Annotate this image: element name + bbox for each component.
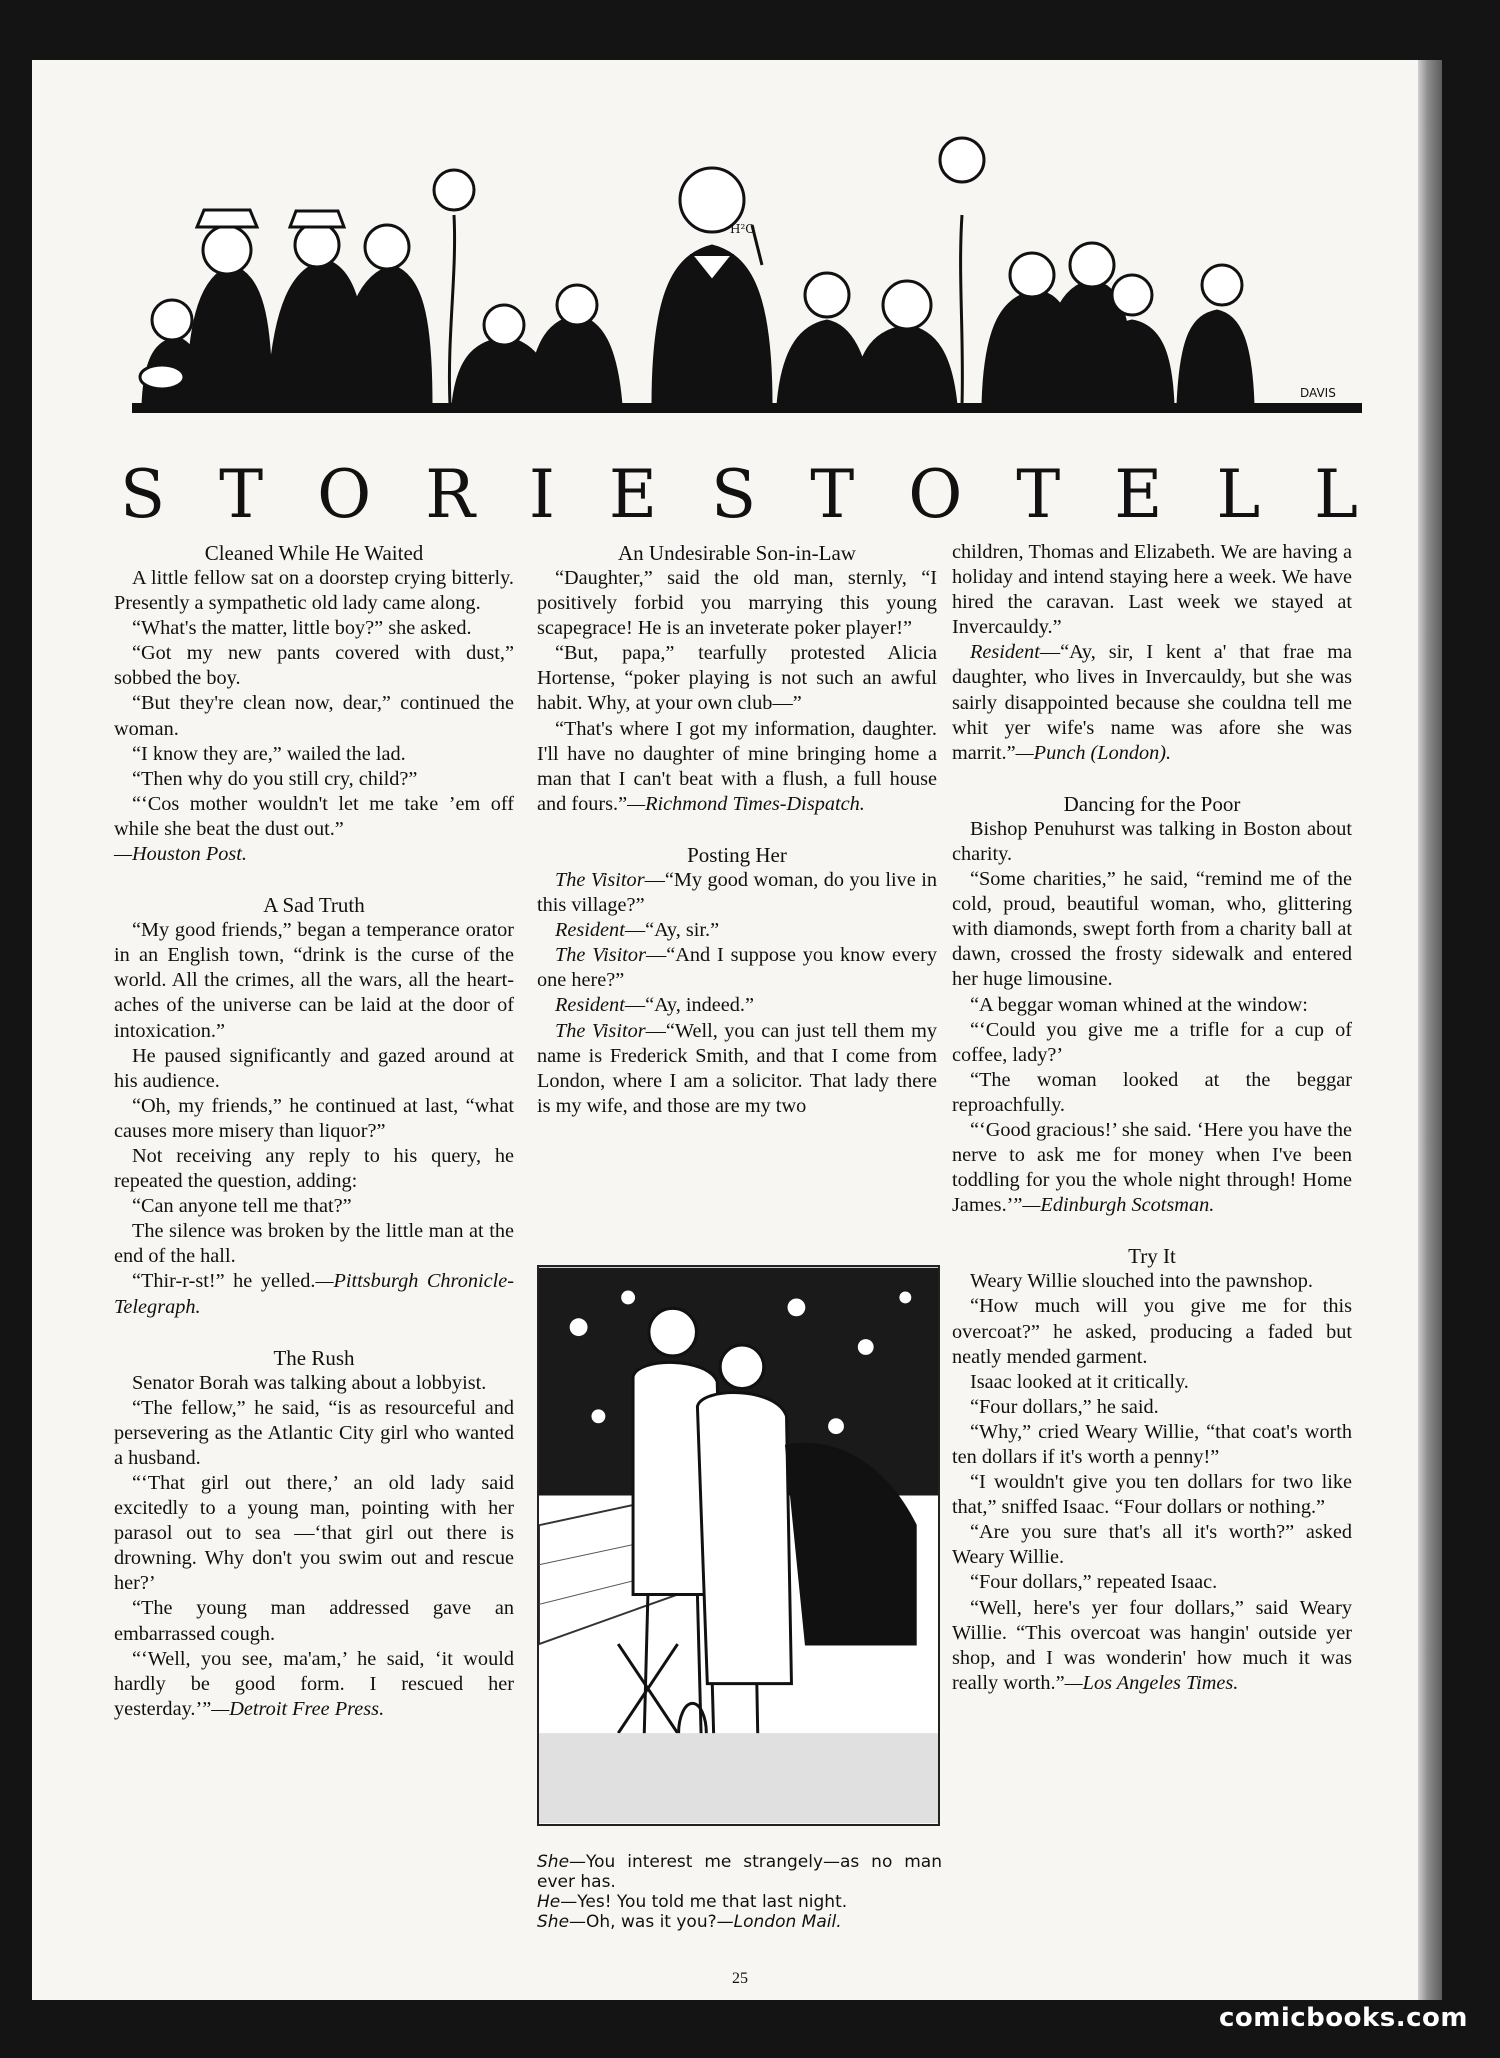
story-paragraph: “Four dollars,” repeated Isaac. xyxy=(970,1571,1218,1594)
speaker-label: Resident xyxy=(555,919,625,942)
story-paragraph xyxy=(952,1118,1352,1218)
page-title xyxy=(120,455,1358,535)
story-paragraph xyxy=(952,1596,1352,1696)
speaker-label: Resident xyxy=(970,641,1040,664)
story-paragraph: “How much will you give me for this overcoat?” he asked, producing a faded but neatly mended garment. xyxy=(952,1295,1352,1368)
story-paragraph: Bishop Penuhurst was talking in Boston about charity. xyxy=(952,817,1352,865)
story-paragraph: “Then why do you still cry, child?” xyxy=(132,767,418,790)
dialogue-text: “‘Good gracious!’ she said. ‘Here you have the nerve to ask me for money when I've been toddling for you the whole night through! Home James.’” xyxy=(952,1118,1352,1217)
story-gap xyxy=(952,766,1352,791)
title-letter: O xyxy=(908,456,963,533)
speaker-label: She xyxy=(537,1912,570,1932)
story-heading: Cleaned While He Waited xyxy=(204,541,424,565)
story-paragraph xyxy=(114,1269,514,1319)
dialogue-text: —“My good woman, do you live in this village?” xyxy=(537,868,937,917)
story-paragraph: “My good friends,” began a temperance orator in an English town, “drink is the curse of the world. All the crimes, all the wars, all the heart-aches of the universe can be laid at the door of intoxication.” xyxy=(114,919,514,1042)
caption-text: —Yes! You told me that last night. xyxy=(560,1892,848,1912)
title-letter: S xyxy=(120,456,166,533)
caption-line xyxy=(537,1912,942,1932)
speaker-label: She xyxy=(537,1852,570,1872)
source-text: —Los Angeles Times. xyxy=(1064,1671,1239,1694)
story-heading: Try It xyxy=(1128,1244,1176,1269)
story-paragraph xyxy=(537,1019,937,1119)
story-paragraph xyxy=(114,1647,514,1722)
story-paragraph: “The fellow,” he said, “is as resourceful and persevering as the Atlantic City girl who wanted a husband. xyxy=(114,1396,514,1469)
story-heading: An Undesirable Son-in-Law xyxy=(618,541,856,565)
caption-text: —You interest me strangely—as no man ever has. xyxy=(537,1852,942,1892)
story-paragraph: “Daughter,” said the old man, sternly, “I positively forbid you marrying this young scapegrace! He is an inveterate poker player!” xyxy=(537,567,937,640)
story-paragraph: Not receiving any reply to his query, he repeated the question, adding: xyxy=(114,1144,514,1193)
story-paragraph xyxy=(537,943,937,993)
title-letter: E xyxy=(1114,456,1163,533)
caption-line xyxy=(537,1852,942,1892)
dialogue-text: —“Ay, indeed.” xyxy=(624,994,755,1017)
banner-glass-label: H²O xyxy=(730,222,756,236)
title-letter: L xyxy=(1216,456,1261,533)
story-paragraph xyxy=(952,640,1352,765)
column-right xyxy=(952,540,1352,1696)
story-paragraph: “Are you sure that's all it's worth?” asked Weary Willie. xyxy=(952,1521,1352,1569)
column-middle xyxy=(537,540,937,1119)
story-paragraph: “What's the matter, little boy?” she asked. xyxy=(132,617,472,640)
couple-tennis-illustration xyxy=(537,1265,940,1826)
story-paragraph: “‘That girl out there,’ an old lady said excitedly to a young man, pointing with her parasol out to sea —‘that girl out there is drowning. Why don't you swim out and rescue her?’ xyxy=(114,1472,514,1595)
title-letter: S xyxy=(711,456,757,533)
source-text: —Pittsburgh Chronicle-Telegraph. xyxy=(114,1270,515,1318)
story-heading: Dancing for the Poor xyxy=(1063,791,1241,816)
dialogue-text: “‘Well, you see, ma'am,’ he said, ‘it would hardly be good form. I rescued her yesterday.’” xyxy=(114,1647,514,1720)
story-paragraph: “Oh, my friends,” he continued at last, “what causes more misery than liquor?” xyxy=(114,1094,514,1142)
story-paragraph xyxy=(537,717,937,817)
story-paragraph: “I know they are,” wailed the lad. xyxy=(132,742,406,765)
source-text: —Edinburgh Scotsman. xyxy=(1022,1194,1215,1217)
speaker-label: The Visitor xyxy=(555,944,646,967)
title-letter: O xyxy=(317,456,372,533)
story-paragraph: “But, papa,” tearfully protested Alicia Hortense, “poker playing is not such an awful habit. Why, at your own club—” xyxy=(537,642,937,715)
speaker-label: The Visitor xyxy=(555,1019,646,1042)
dialogue-text: —“Ay, sir, I kent a' that frae ma daughter, who lives in Invercauldy, but she was sairly disappointed because she couldna tell me whit yer wife's name was afore she was marrit.” xyxy=(952,641,1352,764)
story-paragraph: Weary Willie slouched into the pawnshop. xyxy=(970,1270,1314,1293)
story-paragraph: The silence was broken by the little man at the end of the hall. xyxy=(114,1220,514,1268)
story-paragraph: He paused significantly and gazed around at his audience. xyxy=(114,1044,514,1092)
story-heading: Posting Her xyxy=(687,842,787,867)
story-paragraph xyxy=(537,918,937,943)
source-text: —Punch (London). xyxy=(1015,741,1172,764)
source-text: —Detroit Free Press. xyxy=(211,1697,385,1720)
dialogue-text: —“And I suppose you know every one here?” xyxy=(537,944,937,992)
title-letter: R xyxy=(425,456,475,533)
speaker-label: He xyxy=(537,1892,561,1912)
title-letter: T xyxy=(1016,456,1061,533)
source-text: —Richmond Times-Dispatch. xyxy=(627,792,865,815)
dinner-party-banner-illustration xyxy=(132,115,1362,415)
story-paragraph: “But they're clean now, dear,” continued the woman. xyxy=(114,692,514,740)
caption-text: —Oh, was it you? xyxy=(569,1912,717,1932)
page-number: 25 xyxy=(732,1970,748,1987)
column-left xyxy=(114,540,514,1722)
title-letter: E xyxy=(608,456,658,533)
story-heading: A Sad Truth xyxy=(263,893,365,918)
speaker-label: The Visitor xyxy=(555,868,645,891)
watermark: comicbooks.com xyxy=(1218,2003,1468,2033)
story-paragraph: “I wouldn't give you ten dollars for two like that,” sniffed Isaac. “Four dollars or nothing.” xyxy=(952,1471,1352,1519)
dialogue-text: “Well, here's yer four dollars,” said Weary Willie. “This overcoat was hangin' outside yer shop, and I was wonderin' how much it was really worth.” xyxy=(952,1596,1352,1694)
dialogue-text: —“Ay, sir.” xyxy=(624,919,720,942)
banner-signature: DAVIS xyxy=(1300,386,1336,400)
source-text: —Houston Post. xyxy=(114,843,247,866)
title-letter: L xyxy=(1314,456,1358,533)
story-paragraph: “The woman looked at the beggar reproachfully. xyxy=(952,1068,1352,1116)
story-source xyxy=(114,842,514,867)
story-paragraph: “Why,” cried Weary Willie, “that coat's worth ten dollars if it's worth a penny!” xyxy=(952,1420,1352,1468)
title-letter: T xyxy=(810,456,855,533)
dialogue-text: “That's where I got my information, daughter. I'll have no daughter of mine bringing home a man that I can't beat with a flush, a full house and fours.” xyxy=(537,717,937,815)
story-gap xyxy=(114,1320,514,1345)
dialogue-text: —“Well, you can just tell them my name is Frederick Smith, and that I come from London, where I am a solicitor. That lady there is my wife, and those are my two xyxy=(537,1019,937,1117)
story-paragraph: “A beggar woman whined at the window: xyxy=(970,993,1308,1016)
story-paragraph: “‘Cos mother wouldn't let me take ’em off while she beat the dust out.” xyxy=(114,792,514,840)
title-letter: I xyxy=(528,456,555,533)
story-paragraph: “Four dollars,” he said. xyxy=(970,1395,1159,1418)
story-paragraph: Isaac looked at it critically. xyxy=(970,1370,1189,1393)
story-paragraph: Senator Borah was talking about a lobbyist. xyxy=(132,1371,487,1394)
story-gap xyxy=(537,817,937,842)
story-gap xyxy=(114,867,514,892)
story-gap xyxy=(952,1218,1352,1243)
speaker-label: Resident xyxy=(555,994,625,1017)
caption-line xyxy=(537,1892,942,1912)
illustration-caption xyxy=(537,1852,942,1932)
story-paragraph: “Can anyone tell me that?” xyxy=(132,1195,352,1218)
story-paragraph xyxy=(537,993,937,1018)
story-paragraph: “Some charities,” he said, “remind me of the cold, proud, beautiful woman, who, glittering with diamonds, swept forth from a charity ball at dawn, crossed the frosty sidewalk and entered her huge limousine. xyxy=(952,868,1352,991)
source-text: —London Mail. xyxy=(716,1912,842,1932)
page-binding-edge xyxy=(1418,60,1442,2000)
dialogue-text: “Thir-r-st!” he yelled. xyxy=(132,1270,316,1293)
title-letter: T xyxy=(219,456,264,533)
story-paragraph: children, Thomas and Elizabeth. We are having a holiday and intend staying here a week. We have hired the caravan. Last week we stayed at Invercauldy.” xyxy=(952,541,1352,639)
magazine-page xyxy=(32,60,1442,2000)
story-paragraph: A little fellow sat on a doorstep crying bitterly. Presently a sympathetic old lady came along. xyxy=(114,567,514,615)
story-heading: The Rush xyxy=(273,1345,355,1370)
story-paragraph: “‘Could you give me a trifle for a cup of coffee, lady?’ xyxy=(952,1018,1352,1066)
story-paragraph: “Got my new pants covered with dust,” sobbed the boy. xyxy=(114,642,514,690)
story-paragraph: “The young man addressed gave an embarrassed cough. xyxy=(114,1597,514,1645)
story-paragraph xyxy=(537,868,937,918)
